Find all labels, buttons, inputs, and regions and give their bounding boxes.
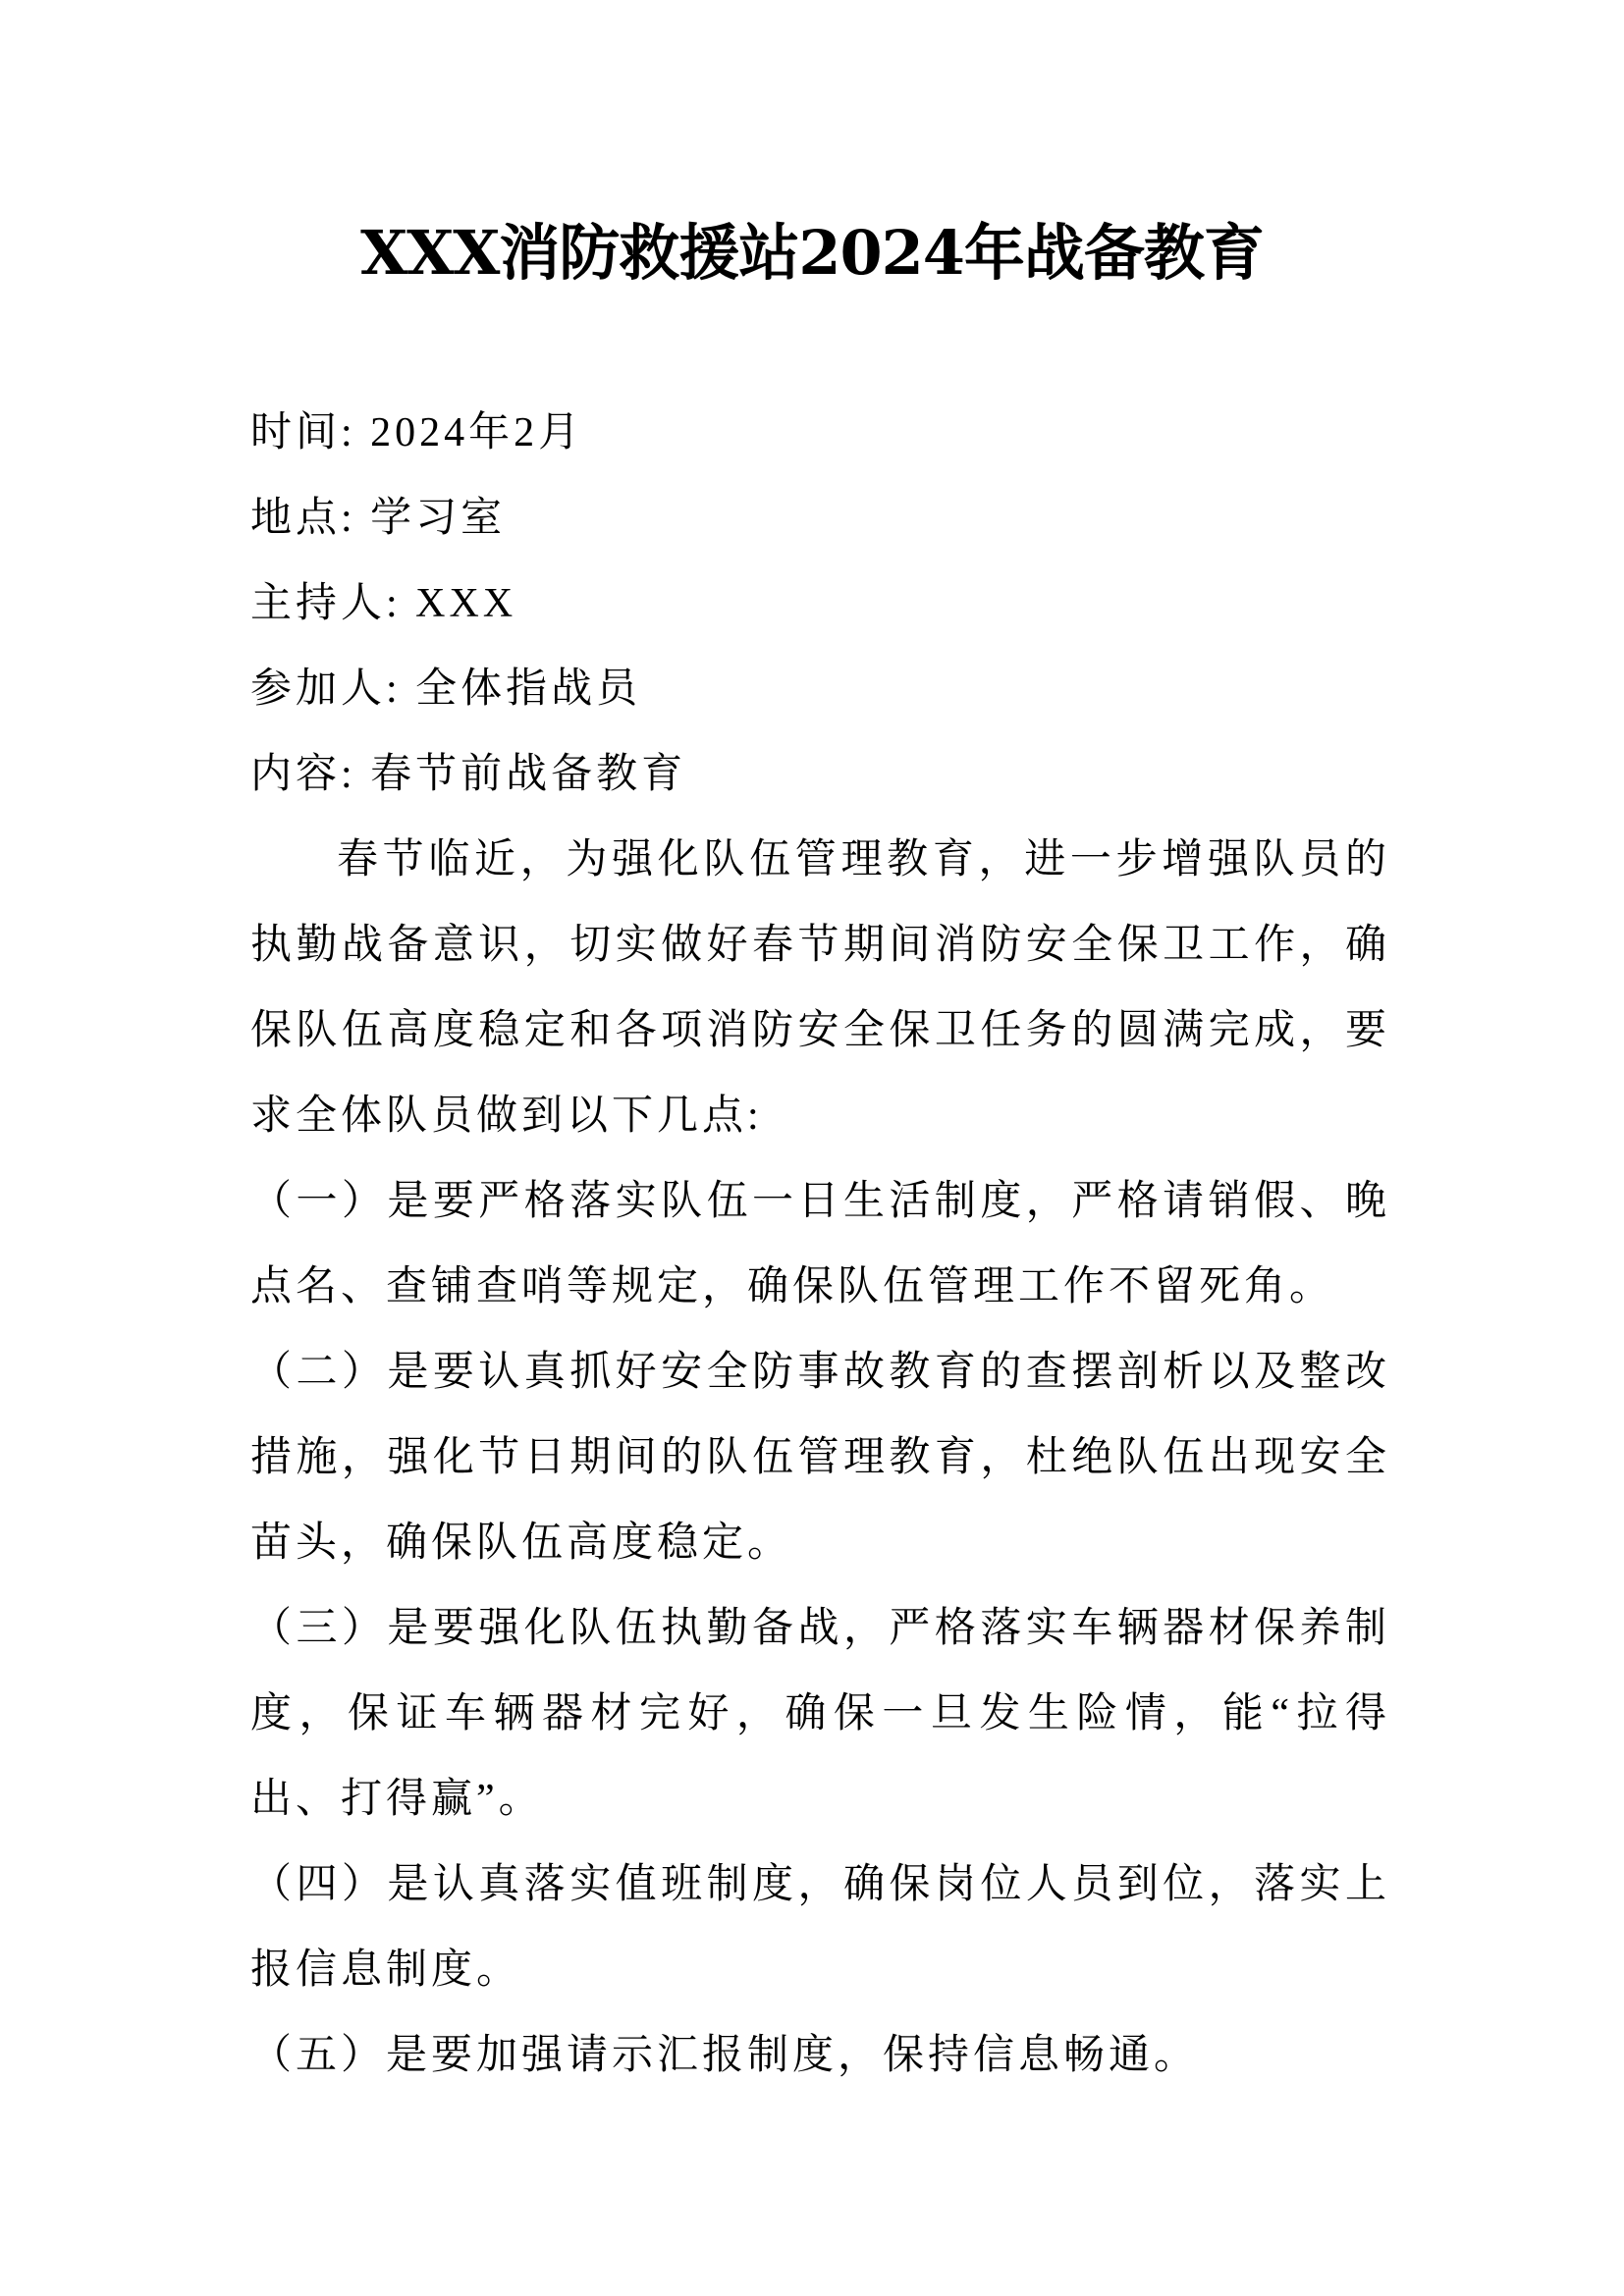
intro-line: 春节临近，为强化队伍管理教育，进一步增强队员的 [337, 837, 1386, 882]
intro-line: 保队伍高度稳定和各项消防安全保卫任务的圆满完成，要 [250, 1008, 1386, 1053]
document-body [250, 391, 1386, 2099]
meta-host: 主持人: XXX [250, 581, 517, 626]
point-3-line: 出、打得赢”。 [250, 1777, 544, 1822]
meta-location: 地点: 学习室 [250, 496, 507, 541]
point-3-line: （三）是要强化队伍执勤备战，严格落实车辆器材保养制 [250, 1606, 1386, 1651]
point-2-line: 苗头，确保队伍高度稳定。 [250, 1521, 793, 1566]
point-5-line: （五）是要加强请示汇报制度，保持信息畅通。 [250, 2033, 1200, 2078]
meta-time: 时间: 2024年2月 [250, 410, 584, 455]
point-1-line: 点名、查铺查哨等规定，确保队伍管理工作不留死角。 [250, 1264, 1335, 1309]
intro-line: 求全体队员做到以下几点: [250, 1094, 763, 1139]
point-4-line: 报信息制度。 [250, 1948, 522, 1993]
document-title: XXX消防救援站2024年战备教育 [360, 217, 1264, 289]
point-2-line: 措施，强化节日期间的队伍管理教育，杜绝队伍出现安全 [250, 1435, 1386, 1480]
point-2-line: （二）是要认真抓好安全防事故教育的查摆剖析以及整改 [250, 1350, 1386, 1395]
point-1-line: （一）是要严格落实队伍一日生活制度，严格请销假、晚 [250, 1179, 1386, 1224]
point-4-line: （四）是认真落实值班制度，确保岗位人员到位，落实上 [250, 1862, 1386, 1907]
intro-line: 执勤战备意识，切实做好春节期间消防安全保卫工作，确 [250, 923, 1386, 968]
point-3-line: 度，保证车辆器材完好，确保一旦发生险情，能“拉得 [250, 1691, 1386, 1736]
meta-participants: 参加人: 全体指战员 [250, 667, 642, 712]
meta-content: 内容: 春节前战备教育 [250, 752, 687, 797]
